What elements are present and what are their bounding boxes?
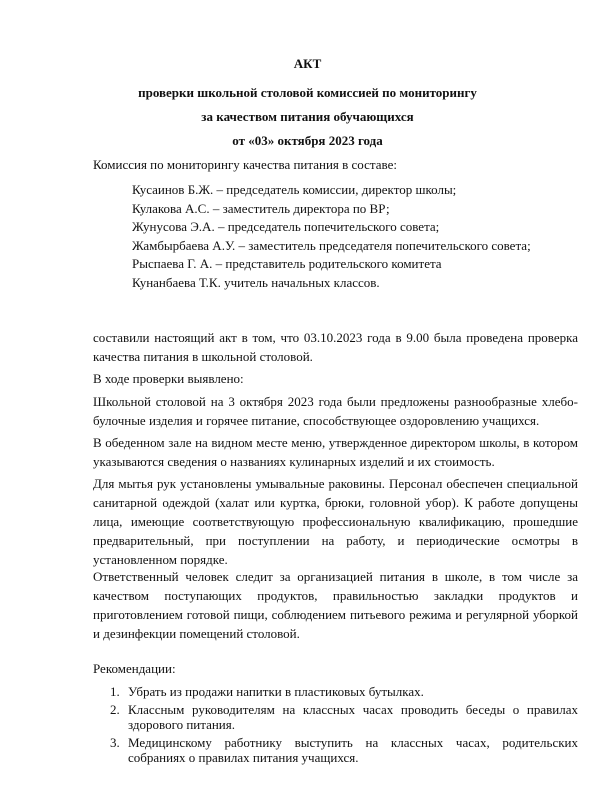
member-item: Кусаинов Б.Ж. – председатель комиссии, директор школы; [132,182,457,197]
title-line-2: за качеством питания обучающихся [201,109,414,124]
paragraph-menu: В обеденном зале на видном месте меню, утвержденное директором школы, в котором указываются сведения о названиях кулинарных изделий и их стоимость. [93,435,578,469]
recommendation-item [93,735,578,765]
document-title: АКТ [293,56,322,71]
paragraph-responsible-person: Ответственный человек следит за организацией питания в школе, в том числе за качеством поступающих продуктов, правильностью закладки продуктов и приготовлением готовой пищи, соблюдением питьевого режима и регулярной уборкой и дезинфекции помещений столовой. [93,569,578,641]
title-line-1: проверки школьной столовой комиссией по мониторингу [138,85,477,100]
recommendation-text: Медицинскому работнику выступить на классных часах, родительских собраниях о правилах питания учащихся. [128,735,578,765]
paragraph-act-statement: составили настоящий акт в том, что 03.10.2023 года в 9.00 была проведена проверка качества питания в школьной столовой. [93,330,578,364]
recommendation-text: Классным руководителям на классных часах проводить беседы о правилах здорового питания. [128,702,578,732]
recommendations-list [93,684,578,768]
recommendation-item [93,684,578,699]
paragraph-food-offered: Школьной столовой на 3 октября 2023 года были предложены разнообразные хлебо-булочные изделия и горячее питание, способствующее оздоровлению учащихся. [93,394,578,428]
member-item: Кулакова А.С. – заместитель директора по ВР; [132,200,390,216]
member-item: Кунанбаева Т.К. учитель начальных классов. [132,274,380,290]
recommendation-item [93,702,578,732]
paragraph-hygiene: Для мытья рук установлены умывальные раковины. Персонал обеспечен специальной санитарной одеждой (халат или куртка, брюки, головной убор). К работе допущены лица, имеющие соответствующую профессиональную квалификацию, прошедшие предварительный, при поступлении на работу, и периодические осмотры в установленном порядке. [93,476,578,567]
recommendation-number: 2. [110,702,120,717]
member-item: Рыспаева Г. А. – представитель родительского комитета [132,256,442,271]
commission-intro: Комиссия по мониторингу качества питания в составе: [93,157,397,172]
document-date: от «03» октября 2023 года [232,133,383,148]
paragraph-findings-heading: В ходе проверки выявлено: [93,371,244,386]
recommendation-number: 1. [110,684,120,699]
recommendation-text: Убрать из продажи напитки в пластиковых бутылках. [128,684,424,699]
recommendations-title: Рекомендации: [93,661,176,676]
recommendation-number: 3. [110,735,120,750]
commission-members-list [132,181,531,292]
member-item: Жамбырбаева А.У. – заместитель председателя попечительского совета; [132,237,531,253]
member-item: Жунусова Э.А. – председатель попечительского совета; [132,219,440,234]
